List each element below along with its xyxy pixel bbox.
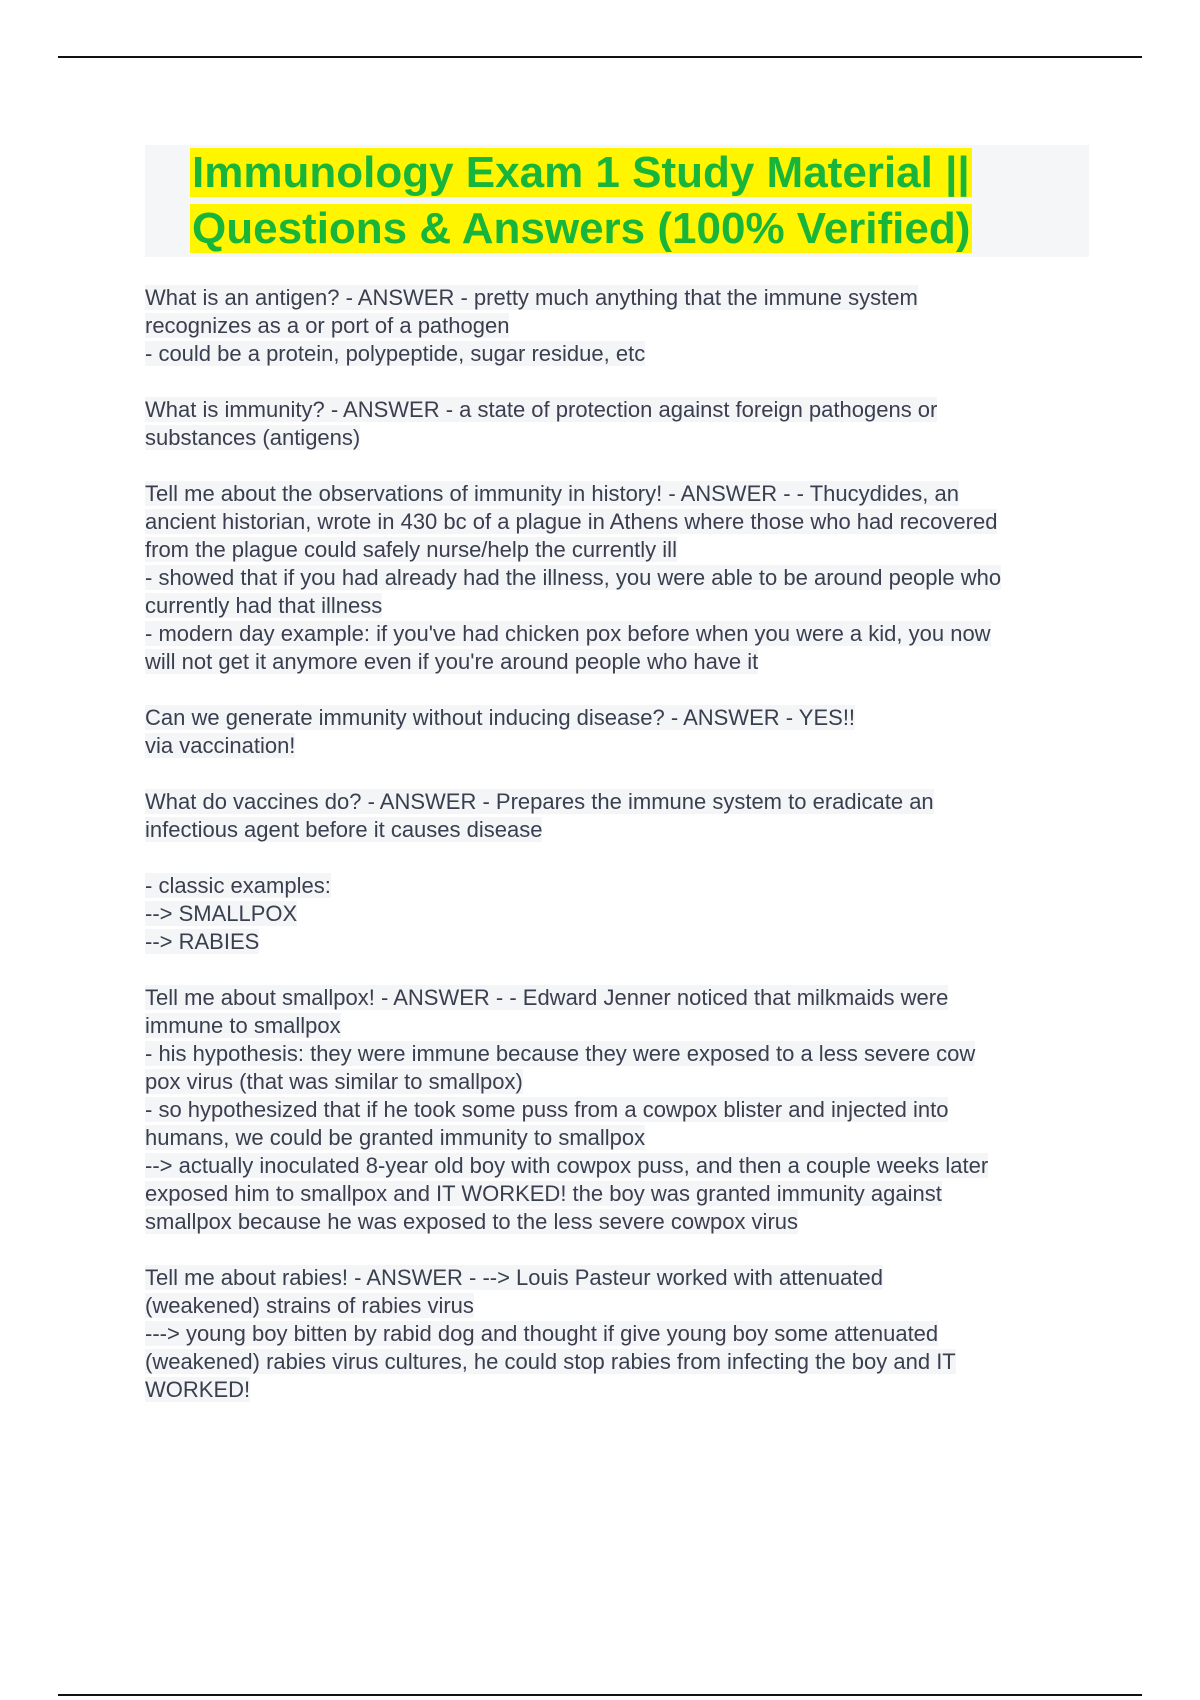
title-block xyxy=(145,145,1089,257)
qa-line xyxy=(145,1320,1095,1348)
qa-line xyxy=(145,312,1095,340)
qa-line-text: Tell me about rabies! - ANSWER - --> Louis Pasteur worked with attenuated xyxy=(145,1265,883,1290)
qa-line-text: What do vaccines do? - ANSWER - Prepares the immune system to eradicate an xyxy=(145,789,934,814)
qa-line xyxy=(145,1124,1095,1152)
top-rule xyxy=(58,56,1142,58)
qa-block xyxy=(145,788,1095,844)
qa-line-text: exposed him to smallpox and IT WORKED! the boy was granted immunity against xyxy=(145,1181,942,1206)
qa-line xyxy=(145,1012,1095,1040)
qa-line xyxy=(145,1180,1095,1208)
qa-line xyxy=(145,704,1095,732)
qa-line-text: immune to smallpox xyxy=(145,1013,341,1038)
qa-line-text: smallpox because he was exposed to the less severe cowpox virus xyxy=(145,1209,799,1234)
qa-line xyxy=(145,1292,1095,1320)
qa-block xyxy=(145,284,1095,368)
qa-line-text: from the plague could safely nurse/help the currently ill xyxy=(145,537,677,562)
qa-line-text: via vaccination! xyxy=(145,733,296,758)
qa-line xyxy=(145,424,1095,452)
qa-line-text: - his hypothesis: they were immune because they were exposed to a less severe cow xyxy=(145,1041,976,1066)
document-title xyxy=(190,145,972,257)
bottom-rule xyxy=(58,1694,1142,1696)
qa-line-text: will not get it anymore even if you're around people who have it xyxy=(145,649,759,674)
qa-line xyxy=(145,284,1095,312)
qa-line xyxy=(145,1264,1095,1292)
qa-line-text: ancient historian, wrote in 430 bc of a plague in Athens where those who had recovered xyxy=(145,509,998,534)
qa-block xyxy=(145,984,1095,1236)
qa-line-text: - modern day example: if you've had chicken pox before when you were a kid, you now xyxy=(145,621,991,646)
qa-line-text: (weakened) strains of rabies virus xyxy=(145,1293,474,1318)
qa-block xyxy=(145,480,1095,676)
qa-line xyxy=(145,648,1095,676)
qa-line-text: substances (antigens) xyxy=(145,425,361,450)
qa-line-text: What is an antigen? - ANSWER - pretty much anything that the immune system xyxy=(145,285,918,310)
title-line-1: Immunology Exam 1 Study Material || xyxy=(192,148,970,197)
qa-line xyxy=(145,396,1095,424)
title-line-2: Questions & Answers (100% Verified) xyxy=(192,204,971,253)
qa-line xyxy=(145,1208,1095,1236)
qa-line-text: - so hypothesized that if he took some puss from a cowpox blister and injected into xyxy=(145,1097,949,1122)
qa-line-text: recognizes as a or port of a pathogen xyxy=(145,313,510,338)
qa-line xyxy=(145,1348,1095,1376)
qa-line xyxy=(145,564,1095,592)
qa-line xyxy=(145,1152,1095,1180)
qa-line xyxy=(145,620,1095,648)
qa-line xyxy=(145,1096,1095,1124)
qa-block xyxy=(145,1264,1095,1404)
qa-line xyxy=(145,984,1095,1012)
qa-line xyxy=(145,900,1095,928)
qa-line-text: humans, we could be granted immunity to smallpox xyxy=(145,1125,646,1150)
qa-line xyxy=(145,480,1095,508)
qa-content xyxy=(145,284,1095,1432)
qa-line xyxy=(145,1040,1095,1068)
qa-line-text: --> SMALLPOX xyxy=(145,901,298,926)
qa-line xyxy=(145,508,1095,536)
qa-line-text: Tell me about smallpox! - ANSWER - - Edward Jenner noticed that milkmaids were xyxy=(145,985,949,1010)
qa-line xyxy=(145,1376,1095,1404)
qa-block xyxy=(145,396,1095,452)
qa-line xyxy=(145,592,1095,620)
qa-line-text: - showed that if you had already had the illness, you were able to be around people who xyxy=(145,565,1002,590)
qa-line-text: WORKED! xyxy=(145,1377,251,1402)
qa-line-text: (weakened) rabies virus cultures, he could stop rabies from infecting the boy and IT xyxy=(145,1349,956,1374)
qa-line-text: --> RABIES xyxy=(145,929,260,954)
qa-line xyxy=(145,340,1095,368)
qa-line xyxy=(145,788,1095,816)
qa-line xyxy=(145,536,1095,564)
qa-line-text: Can we generate immunity without inducing disease? - ANSWER - YES!! xyxy=(145,705,856,730)
qa-line xyxy=(145,872,1095,900)
qa-block xyxy=(145,704,1095,760)
qa-line-text: currently had that illness xyxy=(145,593,383,618)
qa-line xyxy=(145,732,1095,760)
qa-line-text: - could be a protein, polypeptide, sugar residue, etc xyxy=(145,341,646,366)
qa-line-text: - classic examples: xyxy=(145,873,331,898)
qa-line xyxy=(145,816,1095,844)
qa-line-text: What is immunity? - ANSWER - a state of protection against foreign pathogens or xyxy=(145,397,938,422)
qa-line xyxy=(145,1068,1095,1096)
qa-line-text: Tell me about the observations of immunity in history! - ANSWER - - Thucydides, an xyxy=(145,481,959,506)
qa-block xyxy=(145,872,1095,956)
qa-line-text: ---> young boy bitten by rabid dog and thought if give young boy some attenuated xyxy=(145,1321,939,1346)
qa-line-text: --> actually inoculated 8-year old boy with cowpox puss, and then a couple weeks later xyxy=(145,1153,989,1178)
qa-line xyxy=(145,928,1095,956)
qa-line-text: pox virus (that was similar to smallpox) xyxy=(145,1069,523,1094)
qa-line-text: infectious agent before it causes disease xyxy=(145,817,543,842)
